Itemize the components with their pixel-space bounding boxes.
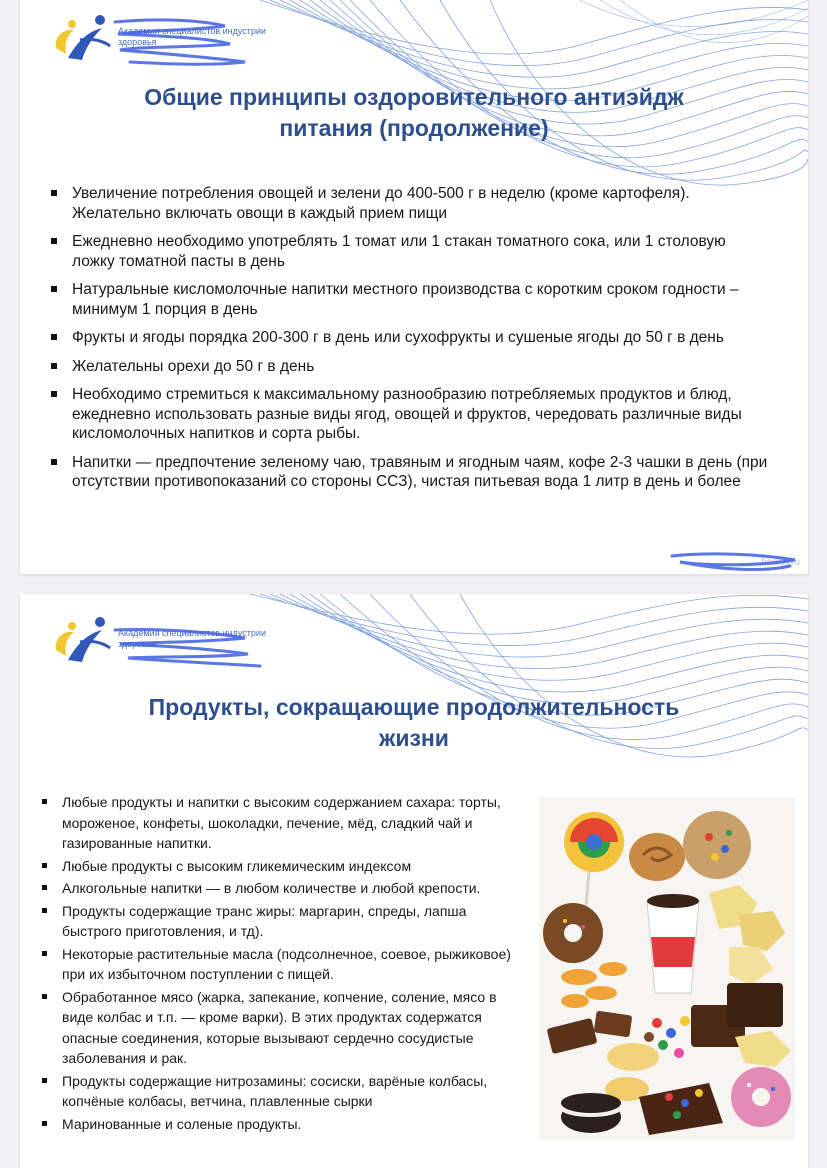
slide-title	[20, 82, 808, 144]
title-line-1: Продукты, сокращающие продолжительность	[148, 694, 680, 720]
list-item: Увеличение потребления овощей и зелени до 400-500 г в неделю (кроме картофеля). Желательно включать овощи в каждый прием пищи	[72, 184, 772, 223]
list-item: Фрукты и ягоды порядка 200-300 г в день или сухофрукты и сушеные ягоды до 50 г в день	[72, 328, 772, 348]
list-item: Необходимо стремиться к максимальному разнообразию потребляемых продуктов и блюд, ежедневно использовать разные виды ягод, овощей и фруктов, чередовать различные виды кисломолочных напитков и сорта рыбы.	[72, 385, 772, 444]
title-line-2: питания (продолжение)	[279, 115, 549, 141]
slide-title	[20, 692, 808, 754]
sweets-photo	[539, 797, 795, 1140]
list-item: Напитки — предпочтение зеленому чаю, травяным и ягодным чаям, кофе 2-3 чашки в день (при отсутствии противопоказаний со стороны ССЗ), чистая питьевая вода 1 литр в день и более	[72, 453, 772, 492]
list-item: Любые продукты с высоким гликемическим индексом	[62, 856, 517, 877]
bullet-list	[62, 792, 517, 1136]
logo	[50, 14, 266, 68]
logo-text: Академия специалистов индустрии здоровья	[118, 26, 266, 47]
list-item: Продукты содержащие транс жиры: маргарин, спреды, лапша быстрого приготовления, и тд).	[62, 901, 517, 942]
list-item: Некоторые растительные масла (подсолнечное, соевое, рыжиковое) при их избыточном поступлении с пищей.	[62, 944, 517, 985]
list-item: Продукты содержащие нитрозамины: сосиски, варёные колбасы, копчёные колбасы, ветчина, плавленные сырки	[62, 1071, 517, 1112]
list-item: Натуральные кисломолочные напитки местного производства с коротким сроком годности – минимум 1 порция в день	[72, 280, 772, 319]
list-item: Желательны орехи до 50 г в день	[72, 357, 772, 377]
list-item: Маринованные и соленые продукты.	[62, 1114, 517, 1135]
logo	[50, 616, 266, 670]
title-line-2: жизни	[379, 725, 449, 751]
list-item: Обработанное мясо (жарка, запекание, копчение, соление, мясо в виде колбас и т.п. — кроме варки). В этих продуктах содержатся опасные соединения, которые вызывают сердечно сосудистые заболевания и рак.	[62, 987, 517, 1069]
logo-figures-icon	[50, 616, 114, 670]
list-item: Ежедневно необходимо употреблять 1 томат или 1 стакан томатного сока, или 1 столовую ложку томатной пасты в день	[72, 232, 772, 271]
slide-2	[20, 594, 808, 1168]
list-item: Любые продукты и напитки с высоким содержанием сахара: торты, мороженое, конфеты, шоколадки, печение, мёд, сладкий чай и газированные напитки.	[62, 792, 517, 854]
slide-1	[20, 0, 808, 574]
bullet-list	[72, 184, 772, 501]
footer-url: health.ru	[761, 557, 800, 568]
logo-figures-icon	[50, 14, 114, 68]
logo-text: Академия специалистов индустрии здоровья	[118, 628, 266, 649]
title-line-1: Общие принципы оздоровительного антиэйдж	[144, 84, 684, 110]
list-item: Алкогольные напитки — в любом количестве и любой крепости.	[62, 878, 517, 899]
